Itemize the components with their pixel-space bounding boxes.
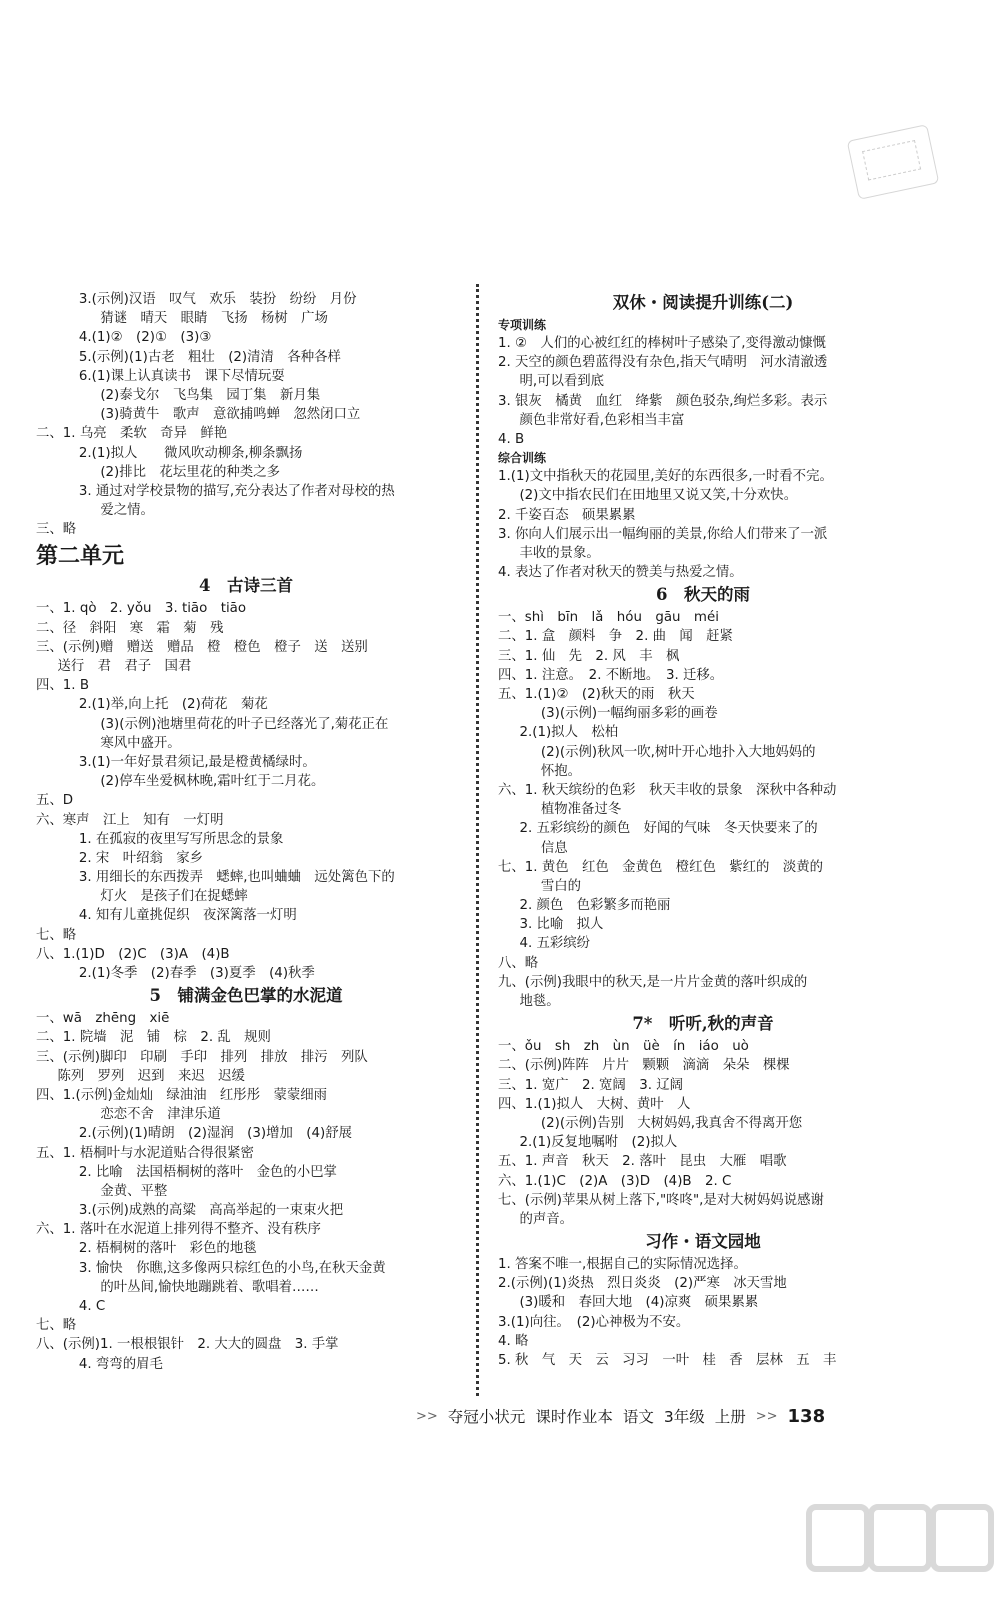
- answer-line: 2.(1)反复地嘱咐 (2)拟人: [519, 1135, 678, 1151]
- answer-line: 6.(1)课上认真读书 课下尽情玩耍: [78, 368, 285, 384]
- lesson-heading: 6 秋天的雨: [656, 585, 750, 605]
- answer-line: 四、1.(示例)金灿灿 绿油油 红彤彤 蒙蒙细雨: [36, 1087, 328, 1103]
- answer-line: 五、1. 梧桐叶与水泥道贴合得很紧密: [36, 1145, 254, 1161]
- answer-line: 2. 宋 叶绍翁 家乡: [78, 850, 204, 866]
- answer-line: 4.(1)② (2)① (3)③: [78, 330, 212, 346]
- answer-line: 三、(示例)脚印 印刷 手印 排列 排放 排污 列队: [36, 1049, 368, 1065]
- answer-line: 3. 比喻 拟人: [519, 917, 604, 933]
- answer-line: 七、略: [36, 927, 77, 943]
- answer-line: 2. 颜色 色彩繁多而艳丽: [519, 898, 671, 914]
- footer-volume: 上册: [714, 1408, 746, 1426]
- arrow-icon: >>: [755, 1409, 778, 1424]
- answer-line: (3)暖和 春回大地 (4)凉爽 硕果累累: [519, 1295, 759, 1311]
- answer-line: 六、1. 落叶在水泥道上排列得不整齐、没有秩序: [36, 1222, 321, 1238]
- answer-line: 九、(示例)我眼中的秋天,是一片片金黄的落叶织成的: [498, 974, 808, 990]
- answer-line: 四、1. B: [36, 678, 90, 694]
- answer-line: 3.(示例)成熟的高粱 高高举起的一束束火把: [78, 1203, 344, 1219]
- answer-line: 三、(示例)赠 赠送 赠品 橙 橙色 橙子 送 送别: [36, 639, 368, 655]
- answer-line: 的声音。: [519, 1211, 573, 1227]
- answer-line: 信息: [540, 840, 568, 856]
- answer-line: 3.(1)一年好景君须记,最是橙黄橘绿时。: [78, 754, 316, 770]
- answer-line: 2. 五彩缤纷的颜色 好闻的气味 冬天快要来了的: [519, 821, 818, 837]
- footer-subject: 语文: [622, 1408, 654, 1426]
- answer-line: 送行 君 君子 国君: [57, 659, 192, 674]
- answer-line: 4. 略: [498, 1333, 529, 1349]
- answer-line: 4. 表达了作者对秋天的赞美与热爱之情。: [498, 565, 743, 581]
- answer-line: 4. C: [78, 1299, 106, 1314]
- lesson-heading: 7* 听听,秋的声音: [632, 1014, 774, 1034]
- answer-line: 的叶丛间,愉快地蹦跳着、歌唱着……: [100, 1279, 319, 1295]
- answer-line: 三、1. 宽广 2. 宽阔 3. 辽阔: [498, 1077, 684, 1093]
- answer-line: 3. 银灰 橘黄 血红 绛紫 颜色驳杂,绚烂多彩。表示: [498, 393, 828, 409]
- answer-line: 3.(1)向往。 (2)心神极为不安。: [498, 1314, 690, 1330]
- answer-line: 八、(示例)1. 一根根银针 2. 大大的圆盘 3. 手掌: [36, 1337, 339, 1353]
- answer-line: 八、略: [498, 955, 539, 971]
- answer-line: 4. 五彩缤纷: [519, 936, 591, 952]
- answer-line: 五、1.(1)② (2)秋天的雨 秋天: [498, 687, 695, 702]
- answer-line: 2. 梧桐树的落叶 彩色的地毯: [78, 1241, 257, 1257]
- lesson-heading: 习作・语文园地: [645, 1232, 761, 1252]
- answer-line: 3.(示例)汉语 叹气 欢乐 装扮 纷纷 月份: [78, 292, 357, 307]
- answer-line: 3. 用细长的东西拨弄 蟋蟀,也叫蛐蛐 远处篱色下的: [78, 870, 395, 886]
- answer-line: 明,可以看到底: [519, 374, 605, 390]
- unit-heading: 第二单元: [36, 543, 125, 570]
- column-divider: [476, 284, 479, 1396]
- answer-line: 雪白的: [540, 878, 582, 894]
- answer-line: 七、(示例)苹果从树上落下,"咚咚",是对大树妈妈说感谢: [498, 1192, 824, 1208]
- answer-line: 一、wā zhēng xiē: [36, 1011, 170, 1027]
- answer-line: 4. 弯弯的眉毛: [78, 1356, 163, 1372]
- arrow-icon: >>: [416, 1409, 438, 1424]
- answer-line: 陈列 罗列 迟到 来迟 迟缓: [57, 1068, 245, 1084]
- answer-line: 2.(1)拟人 微风吹动柳条,柳条飘扬: [78, 445, 303, 461]
- answer-line: 八、1.(1)D (2)C (3)A (4)B: [36, 946, 230, 962]
- answer-line: 七、略: [36, 1318, 77, 1334]
- answer-line: 2.(1)拟人 松柏: [519, 725, 619, 741]
- answer-line: 植物准备过冬: [540, 802, 622, 818]
- lesson-heading: 双休・阅读提升训练(二): [612, 293, 794, 312]
- answer-line: 一、1. qò 2. yǒu 3. tiāo tiāo: [36, 601, 247, 617]
- answer-line: 地毯。: [519, 994, 560, 1009]
- answer-line: 2. 千姿百态 硕果累累: [498, 507, 636, 523]
- answer-line: 3. 愉快 你瞧,这多像两只棕红色的小鸟,在秋天金黄: [78, 1260, 386, 1276]
- answer-line: 四、1.(1)拟人 大树、黄叶 人: [498, 1096, 691, 1112]
- answer-line: 2.(示例)(1)晴朗 (2)湿润 (3)增加 (4)舒展: [78, 1126, 353, 1142]
- answer-line: 5.(示例)(1)古老 粗壮 (2)清清 各种各样: [78, 349, 341, 365]
- answer-column-left: [36, 290, 456, 1374]
- answer-line: 寒风中盛开。: [100, 735, 181, 751]
- answer-line: (2)排比 花坛里花的种类之多: [100, 464, 280, 480]
- answer-line: 1. ② 人们的心被红红的棒树叶子感染了,变得激动慷慨: [498, 336, 826, 351]
- footer-book: 课时作业本: [535, 1408, 613, 1426]
- section-subheading: 专项训练: [498, 318, 547, 332]
- watermark-graphic: [806, 1504, 986, 1590]
- answer-line: 二、1. 乌亮 柔软 奇异 鲜艳: [36, 426, 228, 442]
- answer-line: 1. 在孤寂的夜里写写所思念的景象: [78, 831, 284, 847]
- page-footer: [416, 1404, 825, 1430]
- answer-line: 五、1. 声音 秋天 2. 落叶 昆虫 大雁 唱歌: [498, 1154, 787, 1170]
- answer-line: (3)骑黄牛 歌声 意欲捕鸣蝉 忽然闭口立: [100, 407, 361, 423]
- lesson-heading: 4 古诗三首: [199, 576, 293, 596]
- answer-line: 4. B: [498, 431, 525, 447]
- answer-column-right: [498, 290, 908, 1370]
- page-number: 138: [787, 1406, 826, 1427]
- answer-line: 六、1.(1)C (2)A (3)D (4)B 2. C: [498, 1173, 732, 1189]
- answer-line: 3. 你向人们展示出一幅绚丽的美景,你给人们带来了一派: [498, 526, 828, 542]
- answer-line: 七、1. 黄色 红色 金黄色 橙红色 紫红的 淡黄的: [498, 859, 824, 875]
- answer-line: 五、D: [36, 793, 74, 809]
- footer-grade: 3年级: [663, 1408, 705, 1426]
- lesson-heading: 5 铺满金色巴掌的水泥道: [149, 986, 343, 1006]
- answer-line: 三、略: [36, 522, 77, 538]
- answer-line: 恋恋不舍 津津乐道: [100, 1107, 221, 1123]
- answer-line: 三、1. 仙 先 2. 风 丰 枫: [498, 648, 680, 664]
- answer-line: (3)(示例)一幅绚丽多彩的画卷: [540, 706, 718, 722]
- section-subheading: 综合训练: [498, 451, 547, 466]
- answer-line: 4. 知有儿童挑促织 夜深篱落一灯明: [78, 908, 297, 924]
- answer-line: 2. 比喻 法国梧桐树的落叶 金色的小巴掌: [78, 1164, 337, 1180]
- answer-line: 2.(1)冬季 (2)春季 (3)夏季 (4)秋季: [78, 966, 315, 981]
- stamp-graphic: [847, 124, 940, 200]
- answer-line: 1.(1)文中指秋天的花园里,美好的东西很多,一时看不完。: [498, 469, 833, 485]
- answer-line: 二、1. 院墙 泥 铺 棕 2. 乱 规则: [36, 1030, 271, 1046]
- answer-line: (3)(示例)池塘里荷花的叶子已经落光了,菊花正在: [100, 716, 389, 732]
- answer-line: 金黄、平整: [100, 1183, 168, 1199]
- answer-line: 一、shì bīn lǎ hóu gāu méi: [498, 610, 719, 626]
- answer-line: 灯火 是孩子们在捉蟋蟀: [100, 889, 248, 905]
- answer-line: (2)(示例)告别 大树妈妈,我真舍不得离开您: [540, 1115, 803, 1131]
- answer-line: 六、1. 秋天缤纷的色彩 秋天丰收的景象 深秋中各种动: [498, 782, 837, 798]
- answer-line: 丰收的景象。: [519, 545, 600, 561]
- answer-line: 怀抱。: [540, 763, 582, 779]
- answer-line: 2.(1)举,向上托 (2)荷花 菊花: [78, 697, 268, 713]
- answer-line: 猜谜 晴天 眼睛 飞扬 杨树 广场: [100, 311, 328, 327]
- answer-line: 二、径 斜阳 寒 霜 菊 残: [36, 620, 224, 636]
- answer-line: 2.(示例)(1)炎热 烈日炎炎 (2)严寒 冰天雪地: [498, 1276, 787, 1292]
- answer-line: 1. 答案不唯一,根据自己的实际情况选择。: [498, 1257, 747, 1273]
- answer-line: 二、1. 盒 颜料 争 2. 曲 闻 赶紧: [498, 629, 733, 645]
- answer-line: (2)文中指农民们在田地里又说又笑,十分欢快。: [519, 488, 798, 504]
- answer-line: (2)泰戈尔 飞鸟集 园丁集 新月集: [100, 387, 321, 403]
- answer-line: 5. 秋 气 天 云 习习 一叶 桂 香 层林 五 丰: [498, 1353, 837, 1368]
- answer-line: (2)停车坐爱枫林晚,霜叶红于二月花。: [100, 774, 325, 790]
- footer-brand: 夺冠小状元: [447, 1408, 526, 1426]
- answer-line: 六、寒声 江上 知有 一灯明: [36, 812, 224, 828]
- answer-line: 二、(示例)阵阵 片片 颗颗 滴滴 朵朵 棵棵: [498, 1058, 790, 1074]
- answer-line: 3. 通过对学校景物的描写,充分表达了作者对母校的热: [78, 483, 395, 499]
- answer-line: (2)(示例)秋风一吹,树叶开心地扑入大地妈妈的: [540, 744, 816, 760]
- answer-line: 爱之情。: [100, 503, 154, 519]
- answer-line: 四、1. 注意。 2. 不断地。 3. 迁移。: [498, 667, 724, 683]
- answer-line: 颜色非常好看,色彩相当丰富: [519, 412, 685, 428]
- answer-line: 2. 天空的颜色碧蓝得没有杂色,指天气晴明 河水清澈透: [498, 355, 828, 371]
- answer-line: 一、ǒu sh zh ùn üè ín iáo uò: [498, 1039, 749, 1055]
